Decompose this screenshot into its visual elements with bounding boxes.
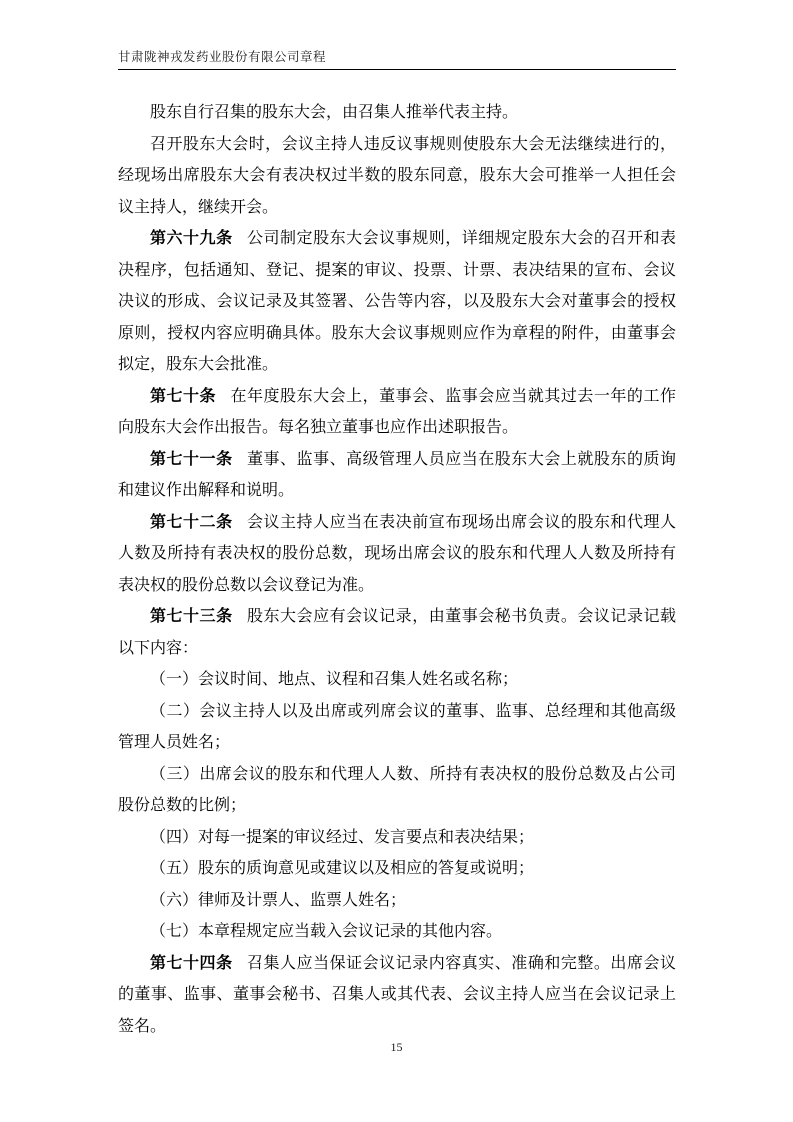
paragraph-text: 股东大会应有会议记录，由董事会秘书负责。会议记录记载以下内容：: [118, 608, 676, 657]
page-number: 15: [390, 1040, 403, 1054]
article-paragraph: [118, 507, 676, 602]
document-body: [118, 97, 676, 1042]
paragraph-text: 股东自行召集的股东大会，由召集人推举代表主持。: [150, 104, 519, 121]
paragraph-text: （二）会议主持人以及出席或列席会议的董事、监事、总经理和其他高级管理人员姓名；: [118, 702, 676, 751]
article-paragraph: [118, 601, 676, 664]
body-paragraph: [118, 97, 676, 129]
paragraph-text: （七）本章程规定应当载入会议记录的其他内容。: [150, 923, 503, 940]
header-title: 甘肃陇神戎发药业股份有限公司章程: [118, 50, 327, 64]
article-number: 第七十一条: [150, 450, 233, 468]
list-item-paragraph: [118, 822, 676, 854]
paragraph-text: 会议主持人应当在表决前宣布现场出席会议的股东和代理人人数及所持有表决权的股份总数，现场出席会议的股东和代理人人数及所持有表决权的股份总数以会议登记为准。: [118, 513, 676, 594]
article-paragraph: [118, 381, 676, 444]
article-number: 第七十条: [150, 387, 217, 405]
list-item-paragraph: [118, 885, 676, 917]
article-paragraph: [118, 444, 676, 507]
article-number: 第七十四条: [150, 954, 233, 972]
body-paragraph: [118, 129, 676, 224]
paragraph-text: （五）股东的质询意见或建议以及相应的答复或说明；: [150, 860, 535, 877]
paragraph-text: 在年度股东大会上，董事会、监事会应当就其过去一年的工作向股东大会作出报告。每名独立董事也应作出述职报告。: [118, 387, 676, 436]
page-header: [118, 48, 676, 70]
article-paragraph: [118, 948, 676, 1043]
paragraph-text: （一）会议时间、地点、议程和召集人姓名或名称；: [150, 671, 519, 688]
article-paragraph: [118, 223, 676, 381]
list-item-paragraph: [118, 759, 676, 822]
paragraph-text: 董事、监事、高级管理人员应当在股东大会上就股东的质询和建议作出解释和说明。: [118, 450, 676, 499]
list-item-paragraph: [118, 853, 676, 885]
article-number: 第七十三条: [150, 608, 233, 625]
article-number: 第六十九条: [150, 230, 233, 247]
page-footer: [0, 1038, 793, 1056]
paragraph-text: （六）律师及计票人、监票人姓名；: [150, 891, 407, 909]
paragraph-text: 召集人应当保证会议记录内容真实、准确和完整。出席会议的董事、监事、董事会秘书、召集人或其代表、会议主持人应当在会议记录上签名。: [118, 954, 676, 1035]
article-number: 第七十二条: [150, 513, 233, 531]
list-item-paragraph: [118, 664, 676, 696]
paragraph-text: （四）对每一提案的审议经过、发言要点和表决结果；: [150, 828, 535, 846]
paragraph-text: （三）出席会议的股东和代理人人数、所持有表决权的股份总数及占公司股份总数的比例；: [118, 765, 676, 814]
list-item-paragraph: [118, 696, 676, 759]
paragraph-text: 公司制定股东大会议事规则，详细规定股东大会的召开和表决程序，包括通知、登记、提案的审议、投票、计票、表决结果的宣布、会议决议的形成、会议记录及其签署、公告等内容，以及股东大会对董事会的授权原则，授权内容应明确具体。股东大会议事规则应作为章程的附件，由董事会拟定，股东大会批准。: [118, 230, 676, 373]
list-item-paragraph: [118, 916, 676, 948]
paragraph-text: 召开股东大会时，会议主持人违反议事规则使股东大会无法继续进行的，经现场出席股东大会有表决权过半数的股东同意，股东大会可推举一人担任会议主持人，继续开会。: [118, 135, 676, 216]
